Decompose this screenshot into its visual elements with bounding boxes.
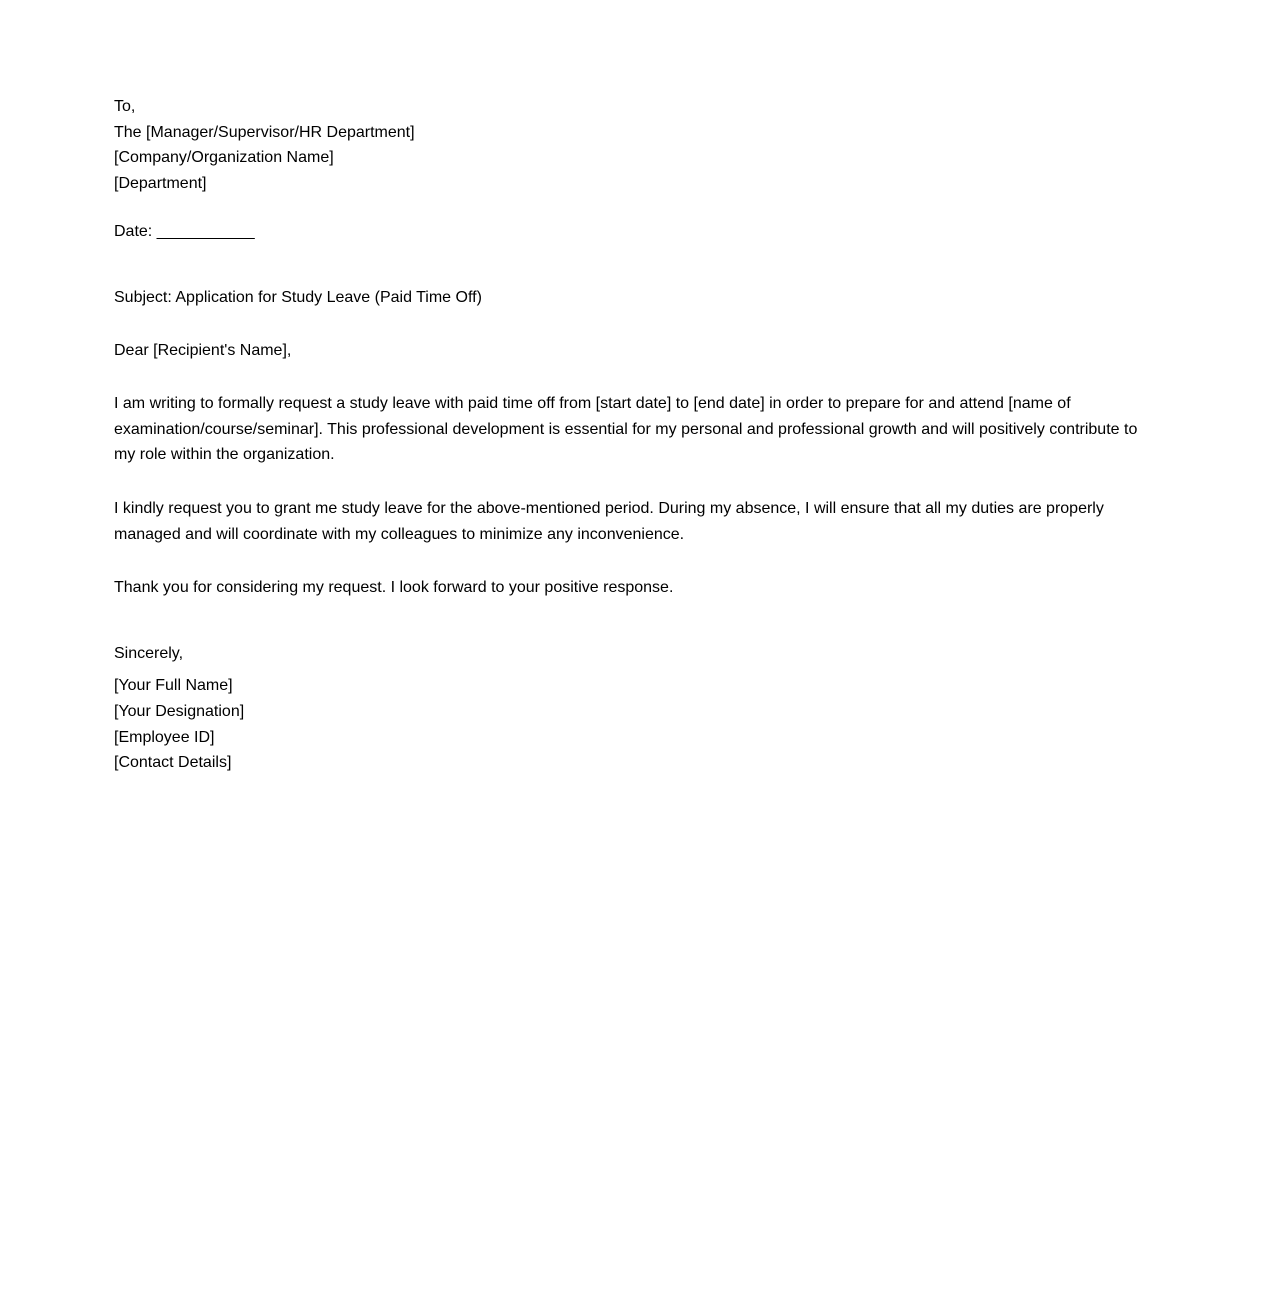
date-blank: ___________ [156, 223, 255, 241]
date-line [114, 219, 1144, 245]
recipient-organization: [Company/Organization Name] [114, 149, 334, 167]
salutation: Dear [Recipient's Name], [114, 341, 292, 359]
recipient-address-block [114, 94, 1144, 196]
recipient-title: The [Manager/Supervisor/HR Department] [114, 123, 415, 141]
body-paragraph-3: Thank you for considering my request. I look forward to your positive response. [114, 579, 674, 597]
letter-document [114, 94, 1144, 776]
signature-contact: [Contact Details] [114, 754, 232, 772]
signature-block [114, 673, 1144, 775]
date-label: Date: [114, 223, 153, 241]
subject-line: Subject: Application for Study Leave (Paid Time Off) [114, 288, 482, 306]
recipient-department: [Department] [114, 174, 207, 192]
signature-employee-id: [Employee ID] [114, 728, 215, 746]
closing: Sincerely, [114, 644, 184, 662]
to-line: To, [114, 98, 136, 115]
body-paragraph-2: I kindly request you to grant me study leave for the above-mentioned period. During my absence, I will ensure that all my duties are properly managed and will coordinate with my colleagues to minimize any inconvenience. [114, 499, 1104, 543]
signature-name: [Your Full Name] [114, 677, 233, 695]
body-paragraph-1: I am writing to formally request a study leave with paid time off from [start date] to [end date] in order to prepare for and attend [name of examination/course/seminar]. This professional development is essential for my personal and professional growth and will positively contribute to my role within the organization. [114, 395, 1138, 464]
signature-designation: [Your Designation] [114, 702, 245, 720]
